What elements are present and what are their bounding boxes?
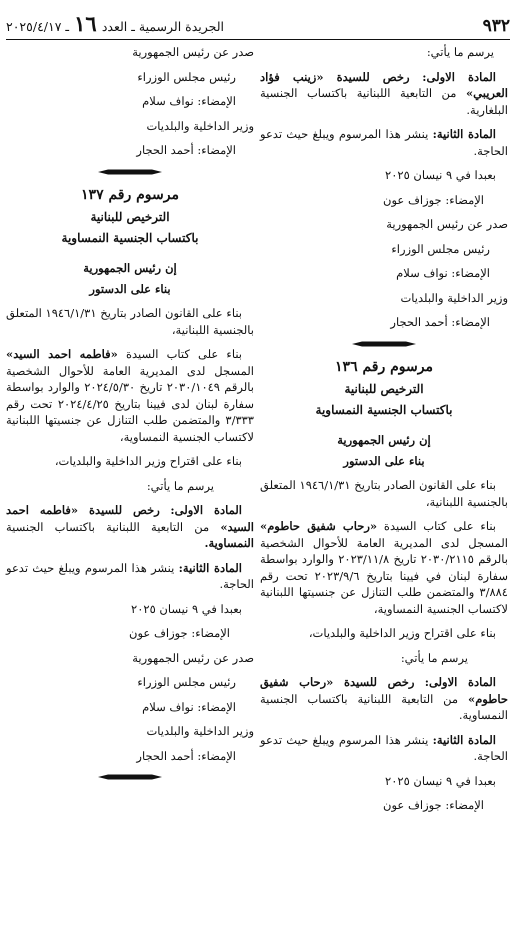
letter-text: المسجل لدى المديرية العامة للأحوال الشخصية بالرقم ٢٠٣٠/١٠٤٩ تاريخ ٢٠٢٤/٥/٣٠ والوارد بواسطة سفارة لبنان لدى فيينا بتاريخ ٢٠٢٤/٤/٢٥ تحت رقم ٣/٣٣٣ والمتضمن طلب التنازل عن جنسيتها اللبنانية لاكتساب الجنسية النمساوية، xyxy=(6,363,255,444)
letter-text: المسجل لدى المديرية العامة للأحوال الشخصية بالرقم ٢٠٣٠/٢١١٥ تاريخ ٢٠٢٣/١١/٨ والوارد بواسطة سفارة لبنان في فيينا بتاريخ ٢٠٢٣/٩/٦ تحت رقم ٣/٨٨٤ والمتضمن طلب التنازل عن جنسيتها اللبنانية لاكتساب الجنسية النمساوية، xyxy=(260,535,508,616)
issued-by-2: صدر عن رئيس الجمهورية xyxy=(132,650,254,665)
dated-line-2: بعبدا في ٩ نيسان ٢٠٢٥ xyxy=(385,773,496,788)
pm-signature-2: الإمضاء: نواف سلام xyxy=(142,699,236,714)
right-column xyxy=(260,44,508,822)
constitution-heading: بناء على الدستور xyxy=(89,281,171,296)
article-2 xyxy=(6,560,254,593)
decree-title: مرسوم رقم ١٣٦ xyxy=(335,358,433,375)
article-2b xyxy=(260,732,508,765)
minister-title: وزير الداخلية والبلديات xyxy=(146,118,254,133)
issued-by: صدر عن رئيس الجمهورية xyxy=(386,217,508,231)
proposal-reference: بناء على اقتراح وزير الداخلية والبلديات، xyxy=(308,626,496,640)
decree-intro: يرسم ما يأتي: xyxy=(146,478,214,493)
issued-by: صدر عن رئيس الجمهورية xyxy=(132,45,254,59)
article-1 xyxy=(6,502,254,552)
president-signature: الإمضاء: جوزاف عون xyxy=(383,192,484,207)
pm-title: رئيس مجلس الوزراء xyxy=(137,69,236,84)
president-heading: إن رئيس الجمهورية xyxy=(83,261,177,275)
article-1b-bold: رخص للسيدة «رحاب شفيق حاطوم» xyxy=(260,675,509,706)
decree-title: مرسوم رقم ١٣٧ xyxy=(81,186,179,203)
letter-name: «رحاب شفيق حاطوم» xyxy=(260,519,378,533)
article-1b-text: من التابعية اللبنانية باكتساب الجنسية النمساوية. xyxy=(260,691,508,722)
header-title-group xyxy=(6,11,224,36)
law-reference: بناء على القانون الصادر بتاريخ ١٩٤٦/١/٣١ المتعلق بالجنسية اللبنانية، xyxy=(6,306,254,337)
law-reference: بناء على القانون الصادر بتاريخ ١٩٤٦/١/٣١ المتعلق بالجنسية اللبنانية، xyxy=(260,478,508,509)
article-2-label: المادة الثانية: xyxy=(178,560,242,575)
section-divider xyxy=(260,339,508,349)
pm-title: رئيس مجلس الوزراء xyxy=(391,241,490,256)
article-1-text: من التابعية اللبنانية باكتساب الجنسية xyxy=(6,519,210,534)
minister-signature-2: الإمضاء: أحمد الحجار xyxy=(136,748,236,763)
gazette-title: الجريدة الرسمية ـ العدد xyxy=(101,19,225,34)
article-1b-label: المادة الاولى: xyxy=(424,675,496,689)
issue-date: ـ ٢٠٢٥/٤/١٧ xyxy=(6,19,70,34)
letter-reference xyxy=(260,518,508,617)
article-1-bold: رخص للسيدة «فاطمه احمد السيد» xyxy=(6,503,254,534)
article-1-text: من التابعية اللبنانية باكتساب الجنسية البلغارية. xyxy=(260,86,508,117)
article-2b-text: ينشر هذا المرسوم ويبلغ حيث تدعو الحاجة. xyxy=(260,732,508,763)
proposal-reference: بناء على اقتراح وزير الداخلية والبلديات، xyxy=(54,454,242,468)
article-2-text: ينشر هذا المرسوم ويبلغ حيث تدعو الحاجة. xyxy=(260,127,508,158)
page-header xyxy=(6,6,510,40)
article-2-text: ينشر هذا المرسوم ويبلغ حيث تدعو الحاجة. xyxy=(6,560,254,591)
decree-subtitle-2: باكتساب الجنسية النمساوية xyxy=(61,230,199,245)
article-2-label: المادة الثانية: xyxy=(432,127,496,141)
left-column xyxy=(6,44,254,792)
president-heading: إن رئيس الجمهورية xyxy=(337,433,431,447)
article-2 xyxy=(260,126,508,159)
president-signature-2: الإمضاء: جوزاف عون xyxy=(383,798,484,812)
letter-name: «فاطمه احمد السيد» xyxy=(6,347,118,361)
minister-title-2: وزير الداخلية والبلديات xyxy=(146,724,254,738)
article-1-label: المادة الاولى: xyxy=(170,503,242,517)
decree-subtitle-1: الترخيص للبنانية xyxy=(344,382,424,396)
section-divider xyxy=(6,167,254,177)
decree-subtitle-1: الترخيص للبنانية xyxy=(90,210,170,224)
letter-intro: بناء على كتاب السيدة xyxy=(125,347,242,361)
dated-line: بعبدا في ٩ نيسان ٢٠٢٥ xyxy=(385,168,496,182)
letter-reference xyxy=(6,346,254,445)
article-1b xyxy=(260,674,508,724)
article-1-label: المادة الاولى: xyxy=(422,69,496,84)
issue-number: ١٦ xyxy=(74,11,97,36)
minister-signature: الإمضاء: أحمد الحجار xyxy=(136,143,236,157)
dated-line: بعبدا في ٩ نيسان ٢٠٢٥ xyxy=(131,601,242,616)
president-signature: الإمضاء: جوزاف عون xyxy=(129,626,230,640)
constitution-heading: بناء على الدستور xyxy=(343,453,425,468)
decree-subtitle-2: باكتساب الجنسية النمساوية xyxy=(315,402,453,417)
pm-signature: الإمضاء: نواف سلام xyxy=(396,266,490,280)
pm-title-2: رئيس مجلس الوزراء xyxy=(137,675,236,689)
article-1-bold: رخص للسيدة «زينب فؤاد العريبي» xyxy=(260,69,509,100)
minister-signature: الإمضاء: أحمد الحجار xyxy=(390,315,490,329)
article-2b-label: المادة الثانية: xyxy=(432,732,496,747)
section-divider-2 xyxy=(6,772,254,782)
decree-intro: يرسم ما يأتي: xyxy=(426,45,494,59)
minister-title: وزير الداخلية والبلديات xyxy=(400,290,508,305)
page-number: ٩٣٢ xyxy=(482,16,510,36)
letter-intro: بناء على كتاب السيدة xyxy=(383,519,497,533)
article-1 xyxy=(260,69,508,119)
pm-signature: الإمضاء: نواف سلام xyxy=(142,94,236,108)
decree-intro-2: يرسم ما يأتي: xyxy=(400,650,468,665)
article-1-end: النمساوية. xyxy=(204,536,254,550)
